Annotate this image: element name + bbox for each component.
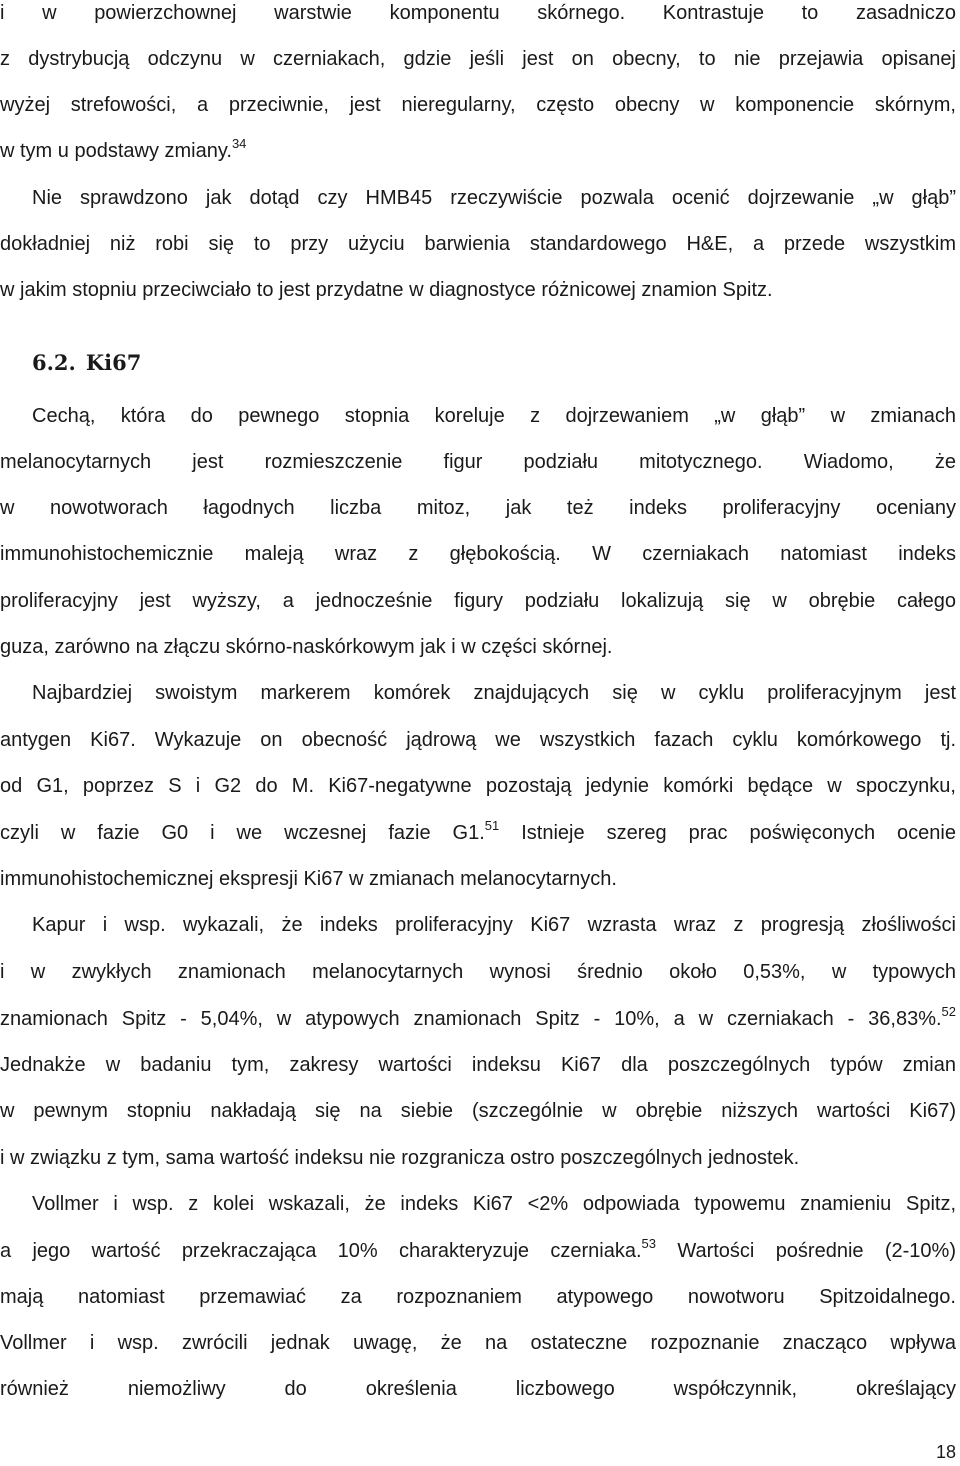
text-line: również niemożliwy do określenia liczbowego współczynnik, określający (0, 1378, 956, 1400)
footnote-ref: 51 (484, 818, 500, 833)
page-number: 18 (935, 1442, 956, 1462)
text-line: proliferacyjny jest wyższy, a jednocześnie figury podziału lokalizują się w obrębie całego (0, 590, 956, 612)
text-fragment: a jego wartość przekraczająca 10% charakteryzuje czerniaka. (0, 1240, 642, 1262)
text-line: od G1, poprzez S i G2 do M. Ki67-negatywne pozostają jedynie komórki będące w spoczynku, (0, 775, 956, 797)
text-line: Nie sprawdzono jak dotąd czy HMB45 rzeczywiście pozwala ocenić dojrzewanie „w głąb” (32, 187, 956, 209)
text-line (0, 820, 956, 846)
section-heading (32, 350, 151, 376)
text-line (0, 1006, 956, 1032)
text-line: Kapur i wsp. wykazali, że indeks proliferacyjny Ki67 wzrasta wraz z progresją złośliwości (32, 914, 956, 936)
text-line: antygen Ki67. Wykazuje on obecność jądrową we wszystkich fazach cyklu komórkowego tj. (0, 729, 956, 751)
text-fragment: czyli w fazie G0 i we wczesnej fazie G1. (0, 822, 485, 844)
text-line: Cechą, która do pewnego stopnia koreluje z dojrzewaniem „w głąb” w zmianach (32, 405, 956, 427)
footnote-ref: 53 (641, 1236, 656, 1251)
text-line: wyżej strefowości, a przeciwnie, jest nieregularny, często obecny w komponencie skórnym, (0, 94, 956, 116)
text-fragment: Istnieje szereg prac poświęconych ocenie (499, 822, 956, 844)
text-line: immunohistochemicznie maleją wraz z głębokością. W czerniakach natomiast indeks (0, 543, 956, 565)
footnote-ref: 52 (941, 1004, 956, 1019)
footnote-ref: 34 (231, 136, 247, 151)
text-line: i w zwykłych znamionach melanocytarnych wynosi średnio około 0,53%, w typowych (0, 961, 956, 983)
text-line: dokładniej niż robi się to przy użyciu barwienia standardowego H&E, a przede wszystkim (0, 233, 956, 255)
text-line: guza, zarówno na złączu skórno-naskórkowym jak i w części skórnej. (0, 636, 613, 658)
text-line: w pewnym stopniu nakładają się na siebie (szczególnie w obrębie niższych wartości Ki67) (0, 1100, 956, 1122)
section-title: Ki67 (85, 350, 142, 375)
text-line: i w powierzchownej warstwie komponentu skórnego. Kontrastuje to zasadniczo (0, 2, 956, 24)
text-line: i w związku z tym, sama wartość indeksu nie rozgranicza ostro poszczególnych jednostek. (0, 1147, 800, 1169)
text-line: mają natomiast przemawiać za rozpoznaniem atypowego nowotworu Spitzoidalnego. (0, 1286, 956, 1308)
text-line: melanocytarnych jest rozmieszczenie figur podziału mitotycznego. Wiadomo, że (0, 451, 956, 473)
text-line: w nowotworach łagodnych liczba mitoz, jak też indeks proliferacyjny oceniany (0, 497, 956, 519)
text-line: immunohistochemicznej ekspresji Ki67 w zmianach melanocytarnych. (0, 868, 617, 890)
text-line: Najbardziej swoistym markerem komórek znajdujących się w cyklu proliferacyjnym jest (32, 682, 956, 704)
text-fragment: Wartości pośrednie (2-10%) (656, 1240, 956, 1262)
text-line: Jednakże w badaniu tym, zakresy wartości indeksu Ki67 dla poszczególnych typów zmian (0, 1054, 956, 1076)
text-line: z dystrybucją odczynu w czerniakach, gdzie jeśli jest on obecny, to nie przejawia opisanej (0, 48, 956, 70)
text-line: Vollmer i wsp. zwrócili jednak uwagę, że na ostateczne rozpoznanie znacząco wpływa (0, 1332, 956, 1354)
text-line (0, 138, 956, 164)
text-line: w jakim stopniu przeciwciało to jest przydatne w diagnostyce różnicowej znamion Spitz. (0, 279, 773, 301)
text-fragment: w tym u podstawy zmiany. (0, 140, 232, 162)
text-line (0, 1238, 956, 1264)
text-line: Vollmer i wsp. z kolei wskazali, że indeks Ki67 <2% odpowiada typowemu znamieniu Spitz, (32, 1193, 956, 1215)
section-number: 6.2. (32, 350, 76, 375)
text-fragment: znamionach Spitz - 5,04%, w atypowych znamionach Spitz - 10%, a w czerniakach - 36,83%. (0, 1008, 942, 1030)
